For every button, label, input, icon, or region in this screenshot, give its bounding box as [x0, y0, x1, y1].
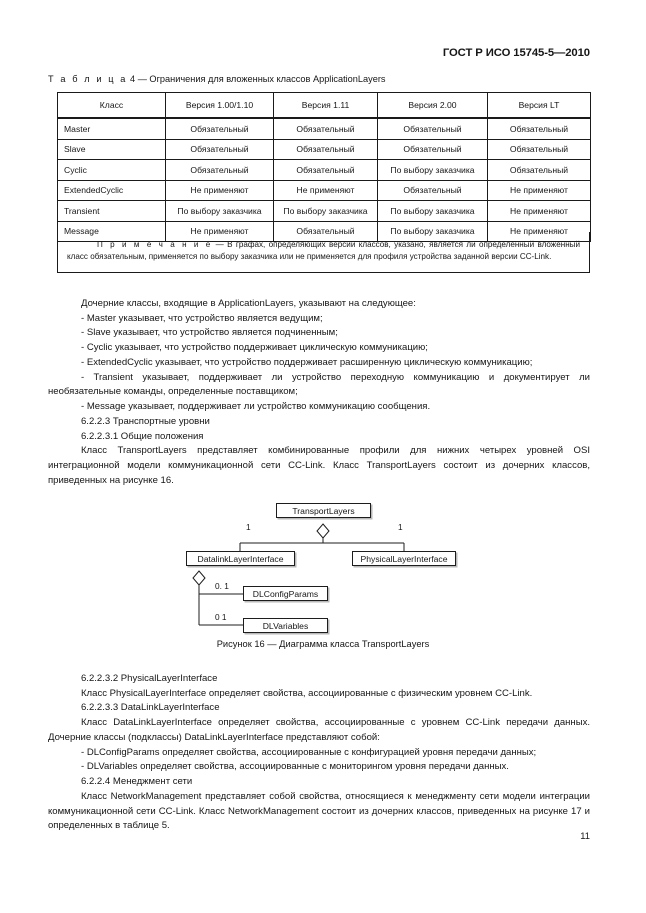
cell-class-name: Cyclic [58, 160, 166, 181]
page-number: 11 [580, 830, 590, 841]
uml-box-transportlayers: TransportLayers [276, 503, 371, 518]
bullet-slave: - Slave указывает, что устройство является подчиненным; [81, 327, 338, 339]
table-note-text: — В графах, определяющих версии классов, указано, является ли определенный вложенный класс обязательным, применяется по выбору заказчика или не применяется для профиля устройства заданной версии CC-Link. [67, 240, 580, 262]
cell-value: Обязательный [274, 221, 378, 242]
cell-value: Обязательный [378, 139, 488, 160]
paragraph-physical: Класс PhysicalLayerInterface определяет свойства, ассоциированные с физическим уровнем CC-Link. [81, 687, 533, 699]
bullet-master: - Master указывает, что устройство является ведущим; [81, 312, 323, 324]
section-heading-62231: 6.2.2.3.1 Общие положения [81, 430, 204, 442]
cell-value: Обязательный [378, 180, 488, 201]
bullet-extendedcyclic: - ExtendedCyclic указывает, что устройство поддерживает расширенную циклическую коммуникацию; [81, 356, 533, 368]
table-caption [48, 74, 385, 84]
cell-value: Обязательный [166, 118, 274, 139]
cell-value: Обязательный [166, 139, 274, 160]
cell-value: Не применяют [166, 221, 274, 242]
cell-value: По выбору заказчика [274, 201, 378, 222]
table-caption-label: Т а б л и ц а [48, 74, 128, 84]
cell-value: Обязательный [488, 118, 591, 139]
multiplicity-right-one: 1 [398, 522, 403, 532]
table-row [58, 118, 591, 139]
cell-value: Обязательный [274, 139, 378, 160]
table-note-label: П р и м е ч а н и е [97, 240, 213, 249]
section-heading-6224: 6.2.2.4 Менеджмент сети [81, 776, 193, 788]
bullet-transient: - Transient указывает, поддерживает ли устройство переходную коммуникацию и документирует ли необязательные команды, определенные поставщиком; [48, 371, 590, 398]
cell-value: Не применяют [488, 221, 591, 242]
cell-value: По выбору заказчика [378, 201, 488, 222]
column-header-v111: Версия 1.11 [274, 93, 378, 119]
bullet-dlconfigparams: - DLConfigParams определяет свойства, ассоциированные с конфигурацией уровня передачи данных; [81, 746, 537, 758]
cell-value: По выбору заказчика [378, 221, 488, 242]
constraints-table [57, 92, 591, 242]
column-header-v200: Версия 2.00 [378, 93, 488, 119]
column-header-vlt: Версия LT [488, 93, 591, 119]
uml-class-diagram [0, 495, 646, 645]
section-heading-62232: 6.2.2.3.2 PhysicalLayerInterface [81, 673, 218, 684]
uml-box-dlconfigparams: DLConfigParams [243, 586, 328, 601]
cell-value: Обязательный [274, 160, 378, 181]
table-row [58, 201, 591, 222]
cell-value: По выбору заказчика [378, 160, 488, 181]
bullet-message: - Message указывает, поддерживает ли устройство коммуникацию сообщения. [81, 401, 431, 413]
cell-value: Обязательный [488, 139, 591, 160]
section-heading-6223: 6.2.2.3 Транспортные уровни [81, 415, 210, 427]
section-heading-62233: 6.2.2.3.3 DataLinkLayerInterface [81, 702, 220, 714]
uml-box-dlvariables: DLVariables [243, 618, 328, 633]
cell-value: Не применяют [166, 180, 274, 201]
paragraph-intro: Дочерние классы, входящие в ApplicationLayers, указывают на следующее: [81, 298, 416, 309]
uml-box-datalinklayerinterface: DatalinkLayerInterface [186, 551, 295, 566]
cell-value: Не применяют [488, 180, 591, 201]
paragraph-transportlayers: Класс TransportLayers представляет комбинированные профили для нижних четырех уровней OSI интеграционной модели коммуникационной сети CC-Link. Класс TransportLayers состоит из дочерних классов, приведенных на рисунке 16. [48, 445, 590, 486]
body-text-lower [48, 672, 590, 834]
cell-value: Обязательный [488, 160, 591, 181]
cell-value: Не применяют [274, 180, 378, 201]
column-header-class: Класс [58, 93, 166, 119]
cell-class-name: Transient [58, 201, 166, 222]
cell-class-name: ExtendedCyclic [58, 180, 166, 201]
cell-value: Обязательный [274, 118, 378, 139]
cell-class-name: Master [58, 118, 166, 139]
bullet-cyclic: - Cyclic указывает, что устройство поддерживает циклическую коммуникацию; [81, 342, 428, 354]
multiplicity-left-one: 1 [246, 522, 251, 532]
figure-caption: Рисунок 16 — Диаграмма класса TransportLayers [216, 639, 430, 649]
multiplicity-dlvariables: 0 1 [215, 612, 227, 622]
cell-class-name: Message [58, 221, 166, 242]
paragraph-datalink: Класс DataLinkLayerInterface определяет свойства, ассоциированные с уровнем CC-Link передачи данных. Дочерние классы (подклассы) DataLinkLayerInterface представляют собой: [48, 717, 590, 743]
cell-value: Обязательный [378, 118, 488, 139]
paragraph-networkmanagement: Класс NetworkManagement представляет собой свойства, относящиеся к менеджменту сети модели интеграции коммуникационной сети CC-Link. Класс NetworkManagement состоит из дочерних классов, приведенных на рисунке 17 и определенных в таблице 5. [48, 790, 590, 832]
cell-value: По выбору заказчика [166, 201, 274, 222]
cell-value: Не применяют [488, 201, 591, 222]
table-note [57, 232, 590, 273]
multiplicity-dlconfigparams: 0. 1 [215, 581, 229, 591]
column-header-v100110: Версия 1.00/1.10 [166, 93, 274, 119]
cell-class-name: Slave [58, 139, 166, 160]
table-row [58, 139, 591, 160]
table-row [58, 180, 591, 201]
body-text-upper [48, 297, 590, 489]
cell-value: Обязательный [166, 160, 274, 181]
uml-box-physicallayerinterface: PhysicalLayerInterface [352, 551, 456, 566]
document-header-standard-id: ГОСТ Р ИСО 15745-5—2010 [442, 47, 590, 59]
table-caption-text: 4 — Ограничения для вложенных классов ApplicationLayers [130, 74, 386, 84]
table-header-row [58, 93, 591, 119]
table-row [58, 160, 591, 181]
bullet-dlvariables: - DLVariables определяет свойства, ассоциированные с мониторингом уровня передачи данных. [81, 761, 509, 773]
